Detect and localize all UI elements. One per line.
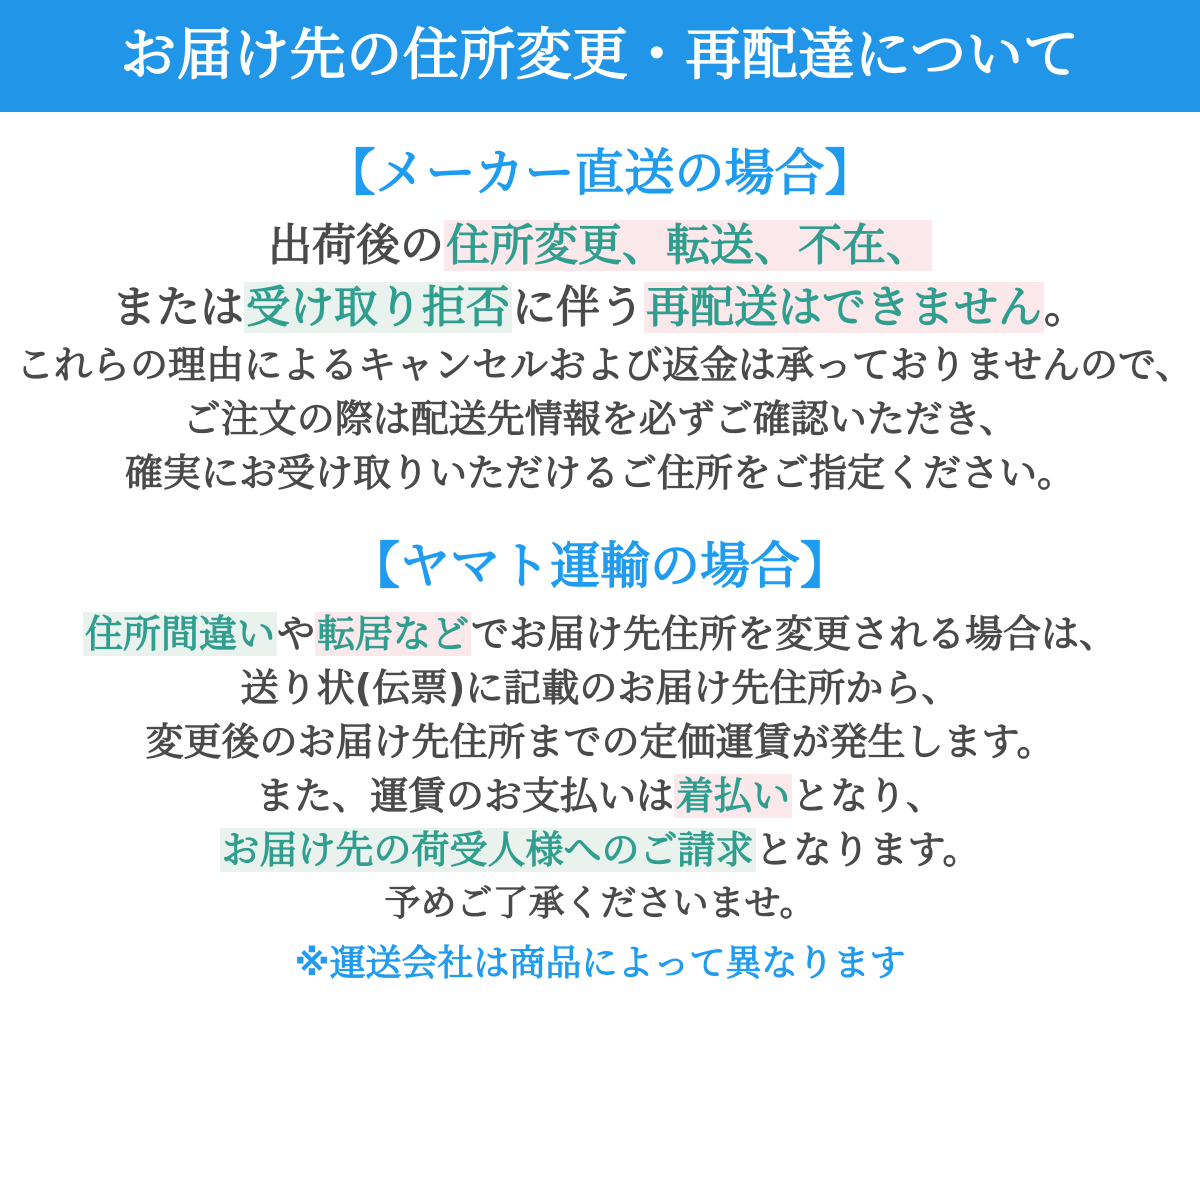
header-bar (0, 0, 1200, 112)
notice-line (16, 215, 1184, 277)
text-run: 。 (1044, 281, 1088, 333)
highlight-pink: 転居など (317, 611, 470, 656)
text-run: または (112, 281, 244, 333)
highlight-green: 住所間違い (84, 611, 275, 656)
text-run: 出荷後の (268, 219, 444, 271)
highlight-pink: 住所変更、転送、不在、 (446, 219, 930, 271)
text-run: に伴う (512, 281, 644, 333)
highlight-pink: 着払い (675, 773, 790, 818)
section-heading-maker-direct: 【メーカー直送の場合】 (325, 144, 875, 202)
notice-line (16, 716, 1184, 770)
notice-line (16, 447, 1184, 501)
text-run: となり、 (792, 773, 945, 818)
text-run: や (276, 611, 315, 656)
text-run: 変更後のお届け先住所までの定価運賃が発生します。 (145, 719, 1055, 764)
footer-note: ※運送会社は商品によって異なります (294, 942, 906, 984)
highlight-green: 受け取り拒否 (246, 281, 510, 333)
section-heading-yamato: 【ヤマト運輸の場合】 (350, 537, 850, 596)
page-title: お届け先の住所変更・再配達について (120, 22, 1080, 88)
notice-body (0, 112, 1200, 986)
text-run: また、運賃のお支払いは (255, 773, 674, 818)
notice-line (16, 393, 1184, 447)
highlight-green: お届け先の荷受人様へのご請求 (221, 827, 754, 872)
notice-line (16, 277, 1184, 339)
text-run: でお届け先住所を変更される場合は、 (471, 611, 1118, 656)
text-run: これらの理由によるキャンセルおよび返金は承っておりませんので、 (16, 343, 1194, 388)
notice-line (16, 608, 1184, 662)
text-run: となります。 (755, 827, 981, 872)
highlight-pink: 再配送はできません (646, 281, 1042, 333)
text-run: 予めご了承くださいませ。 (384, 882, 816, 924)
notice-line (16, 878, 1184, 929)
text-run: ご注文の際は配送先情報を必ずご確認いただき、 (182, 397, 1018, 442)
notice-line (16, 770, 1184, 824)
text-run: 送り状(伝票)に記載のお届け先住所から、 (240, 665, 960, 710)
notice-line (16, 339, 1194, 393)
notice-line (16, 662, 1184, 716)
notice-line (16, 824, 1184, 878)
text-run: 確実にお受け取りいただけるご住所をご指定ください。 (124, 451, 1075, 496)
